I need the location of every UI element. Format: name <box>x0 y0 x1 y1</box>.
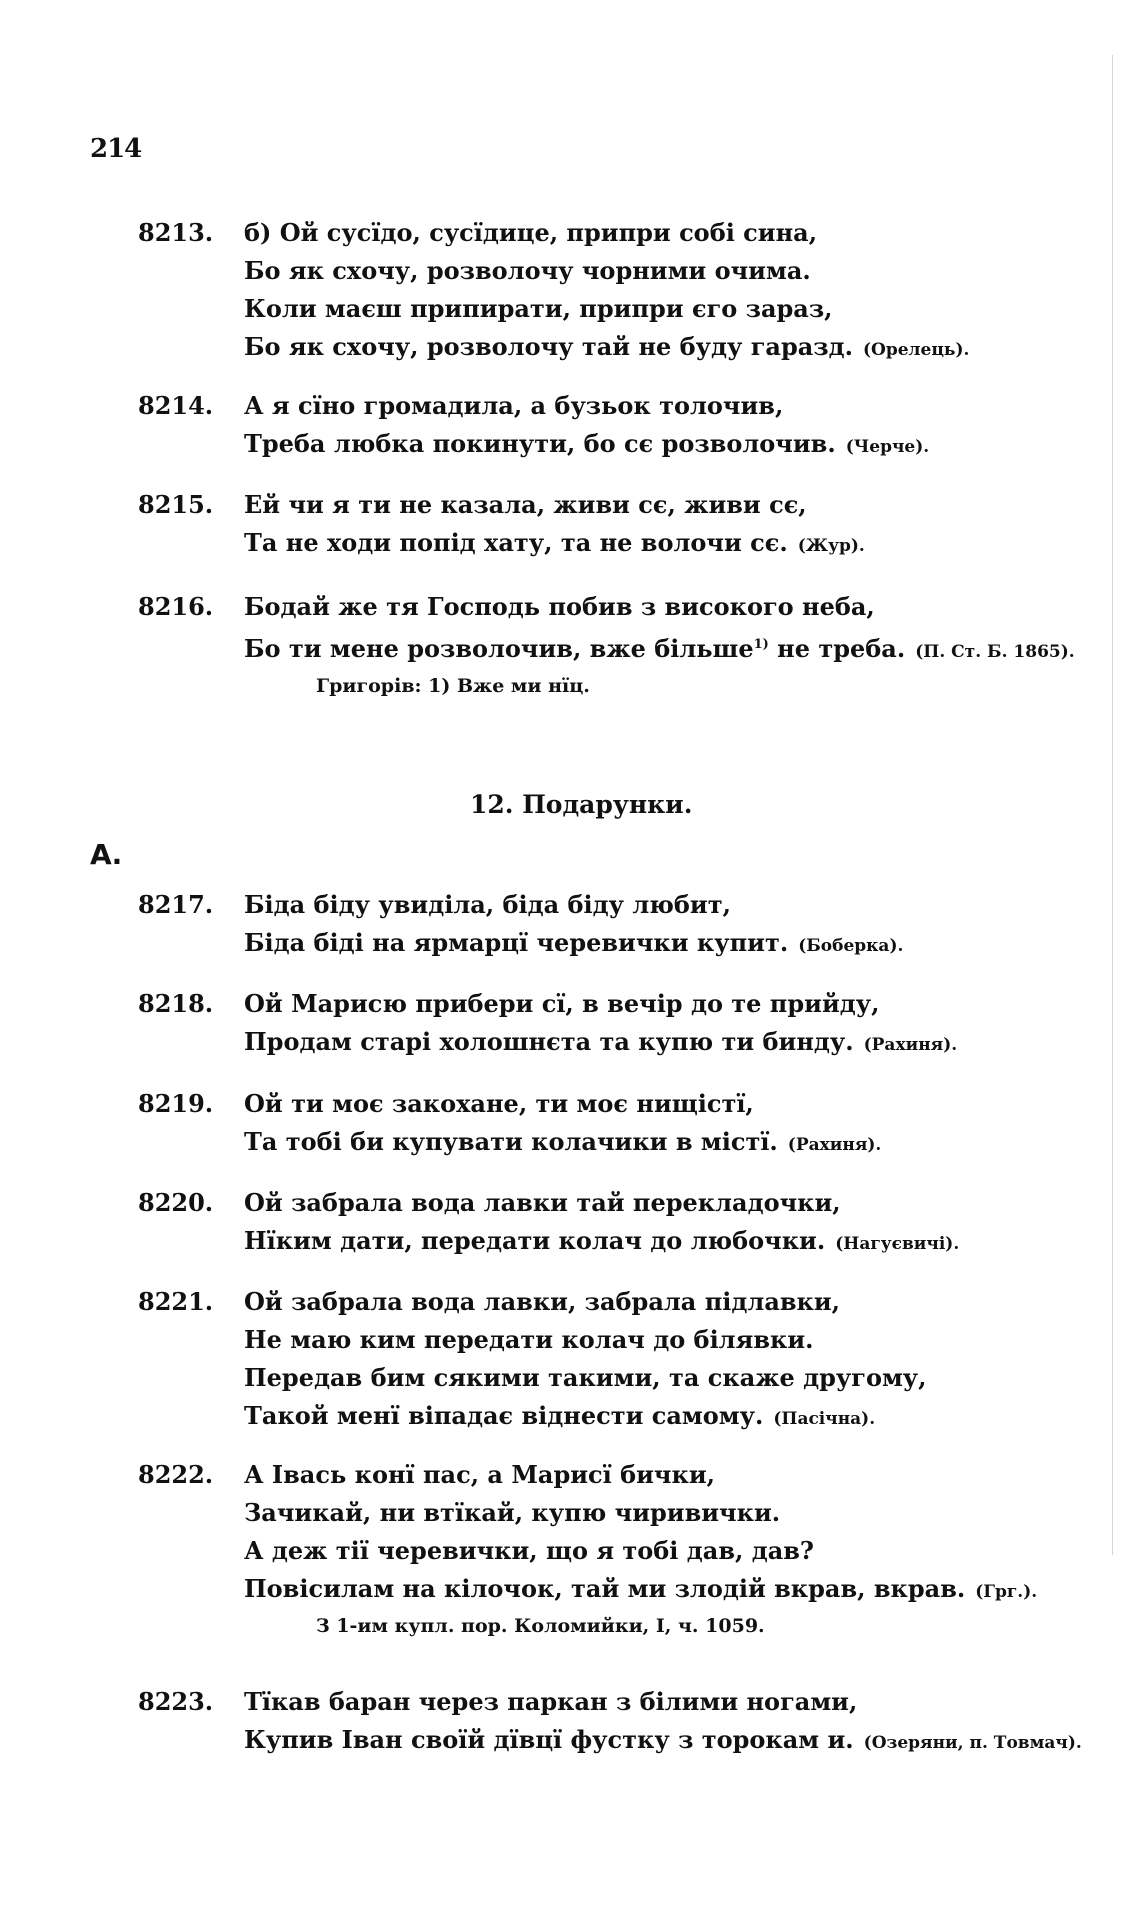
verse-text: Повісилам на кілочок, тай ми злодій вкрав, вкрав. <box>244 1574 966 1603</box>
verse-text: Бо ти мене розволочив, вже більше <box>244 634 754 663</box>
verse-line: б) Ой сусїдо, сусїдице, припри собі сина, <box>244 218 818 247</box>
verse-line <box>244 924 1094 965</box>
source-note: (Нагуєвичі). <box>835 1234 960 1254</box>
entry-lines <box>244 1456 1094 1641</box>
entry-number: 8223. <box>138 1687 214 1716</box>
verse-line: Біда біду увиділа, біда біду любит, <box>244 890 731 919</box>
verse-line <box>244 1023 1094 1064</box>
verse-line <box>244 626 1094 671</box>
footnote: Григорів: 1) Вже ми нїц. <box>316 675 590 697</box>
entry-lines <box>244 214 1094 369</box>
verse-line: Ой забрала вода лавки тай перекладочки, <box>244 1188 841 1217</box>
verse-text: Продам старі холошнєта та купю ти бинду. <box>244 1027 854 1056</box>
verse-text: Треба любка покинути, бо сє розволочив. <box>244 429 836 458</box>
entry-number: 8222. <box>138 1460 214 1489</box>
verse-line: Бо як схочу, розволочу чорними очима. <box>244 256 811 285</box>
verse-line: Передав бим сякими такими, та скаже другому, <box>244 1363 927 1392</box>
entry-number: 8221. <box>138 1287 214 1316</box>
entry-lines <box>244 1085 1094 1164</box>
entry-number: 8214. <box>138 391 214 420</box>
verse-text: Купив Іван своїй дївцї фустку з торокам и. <box>244 1725 854 1754</box>
verse-line: А деж тії черевички, що я тобі дав, дав? <box>244 1536 814 1565</box>
verse-line: А Івась конї пас, а Марисї бички, <box>244 1460 715 1489</box>
page-number: 214 <box>90 134 142 164</box>
source-note: (Грг.). <box>975 1582 1038 1602</box>
entry-number: 8213. <box>138 218 214 247</box>
verse-text: Та тобі би купувати колачики в містї. <box>244 1127 778 1156</box>
verse-line <box>244 1222 1094 1263</box>
source-note: (Пасічна). <box>773 1409 876 1429</box>
entry-number: 8219. <box>138 1089 214 1118</box>
source-note: (Черче). <box>845 437 930 457</box>
entry-number: 8220. <box>138 1188 214 1217</box>
entry-number: 8218. <box>138 989 214 1018</box>
verse-line <box>244 1721 1094 1762</box>
entry-lines <box>244 886 1094 965</box>
verse-line: Зачикай, ни втїкай, купю чиривички. <box>244 1498 781 1527</box>
verse-text: Такой менї віпадає віднести самому. <box>244 1401 764 1430</box>
footnote-marker: 1) <box>753 637 769 652</box>
source-note: (Боберка). <box>798 936 904 956</box>
source-note: (Жур). <box>797 536 865 556</box>
entry-lines <box>244 1184 1094 1263</box>
verse-line <box>244 328 1094 369</box>
entry-lines <box>244 1683 1094 1762</box>
footnote: З 1-им купл. пор. Коломийки, І, ч. 1059. <box>316 1615 765 1637</box>
entry-number: 8217. <box>138 890 214 919</box>
entry-lines <box>244 1283 1094 1438</box>
verse-line: Тїкав баран через паркан з білими ногами, <box>244 1687 858 1716</box>
verse-line <box>244 524 1094 565</box>
verse-line: Ой ти моє закохане, ти моє нищістї, <box>244 1089 754 1118</box>
verse-line <box>244 1570 1094 1611</box>
verse-text: не треба. <box>768 634 906 663</box>
verse-line <box>244 1397 1094 1438</box>
verse-line <box>244 425 1094 466</box>
source-note: (П. Ст. Б. 1865). <box>915 642 1075 662</box>
section-marker: А. <box>90 838 123 871</box>
verse-text: Та не ходи попід хату, та не волочи сє. <box>244 528 788 557</box>
entry-lines <box>244 588 1094 701</box>
verse-line: Не маю ким передати колач до білявки. <box>244 1325 814 1354</box>
verse-line: Ей чи я ти не казала, живи сє, живи сє, <box>244 490 807 519</box>
entry-lines <box>244 387 1094 466</box>
entry-lines <box>244 985 1094 1064</box>
entry-number: 8216. <box>138 592 214 621</box>
verse-line: Ой Марисю прибери сї, в вечір до те прийду, <box>244 989 880 1018</box>
verse-line: Бодай же тя Господь побив з високого неба, <box>244 592 875 621</box>
entry-lines <box>244 486 1094 565</box>
section-title: 12. Подарунки. <box>470 790 693 819</box>
verse-line <box>244 1123 1094 1164</box>
source-note: (Рахиня). <box>787 1135 882 1155</box>
page-edge-line <box>1112 55 1113 1555</box>
verse-text: Біда біді на ярмарцї черевички купит. <box>244 928 789 957</box>
entry-number: 8215. <box>138 490 214 519</box>
verse-text: Нїким дати, передати колач до любочки. <box>244 1226 826 1255</box>
verse-line: Коли маєш припирати, припри єго зараз, <box>244 294 833 323</box>
verse-text: Бо як схочу, розволочу тай не буду гаразд. <box>244 332 853 361</box>
source-note: (Орелець). <box>862 340 970 360</box>
verse-line: А я сїно громадила, а бузьок толочив, <box>244 391 784 420</box>
source-note: (Озеряни, п. Товмач). <box>863 1733 1082 1753</box>
verse-line: Ой забрала вода лавки, забрала підлавки, <box>244 1287 841 1316</box>
source-note: (Рахиня). <box>863 1035 958 1055</box>
